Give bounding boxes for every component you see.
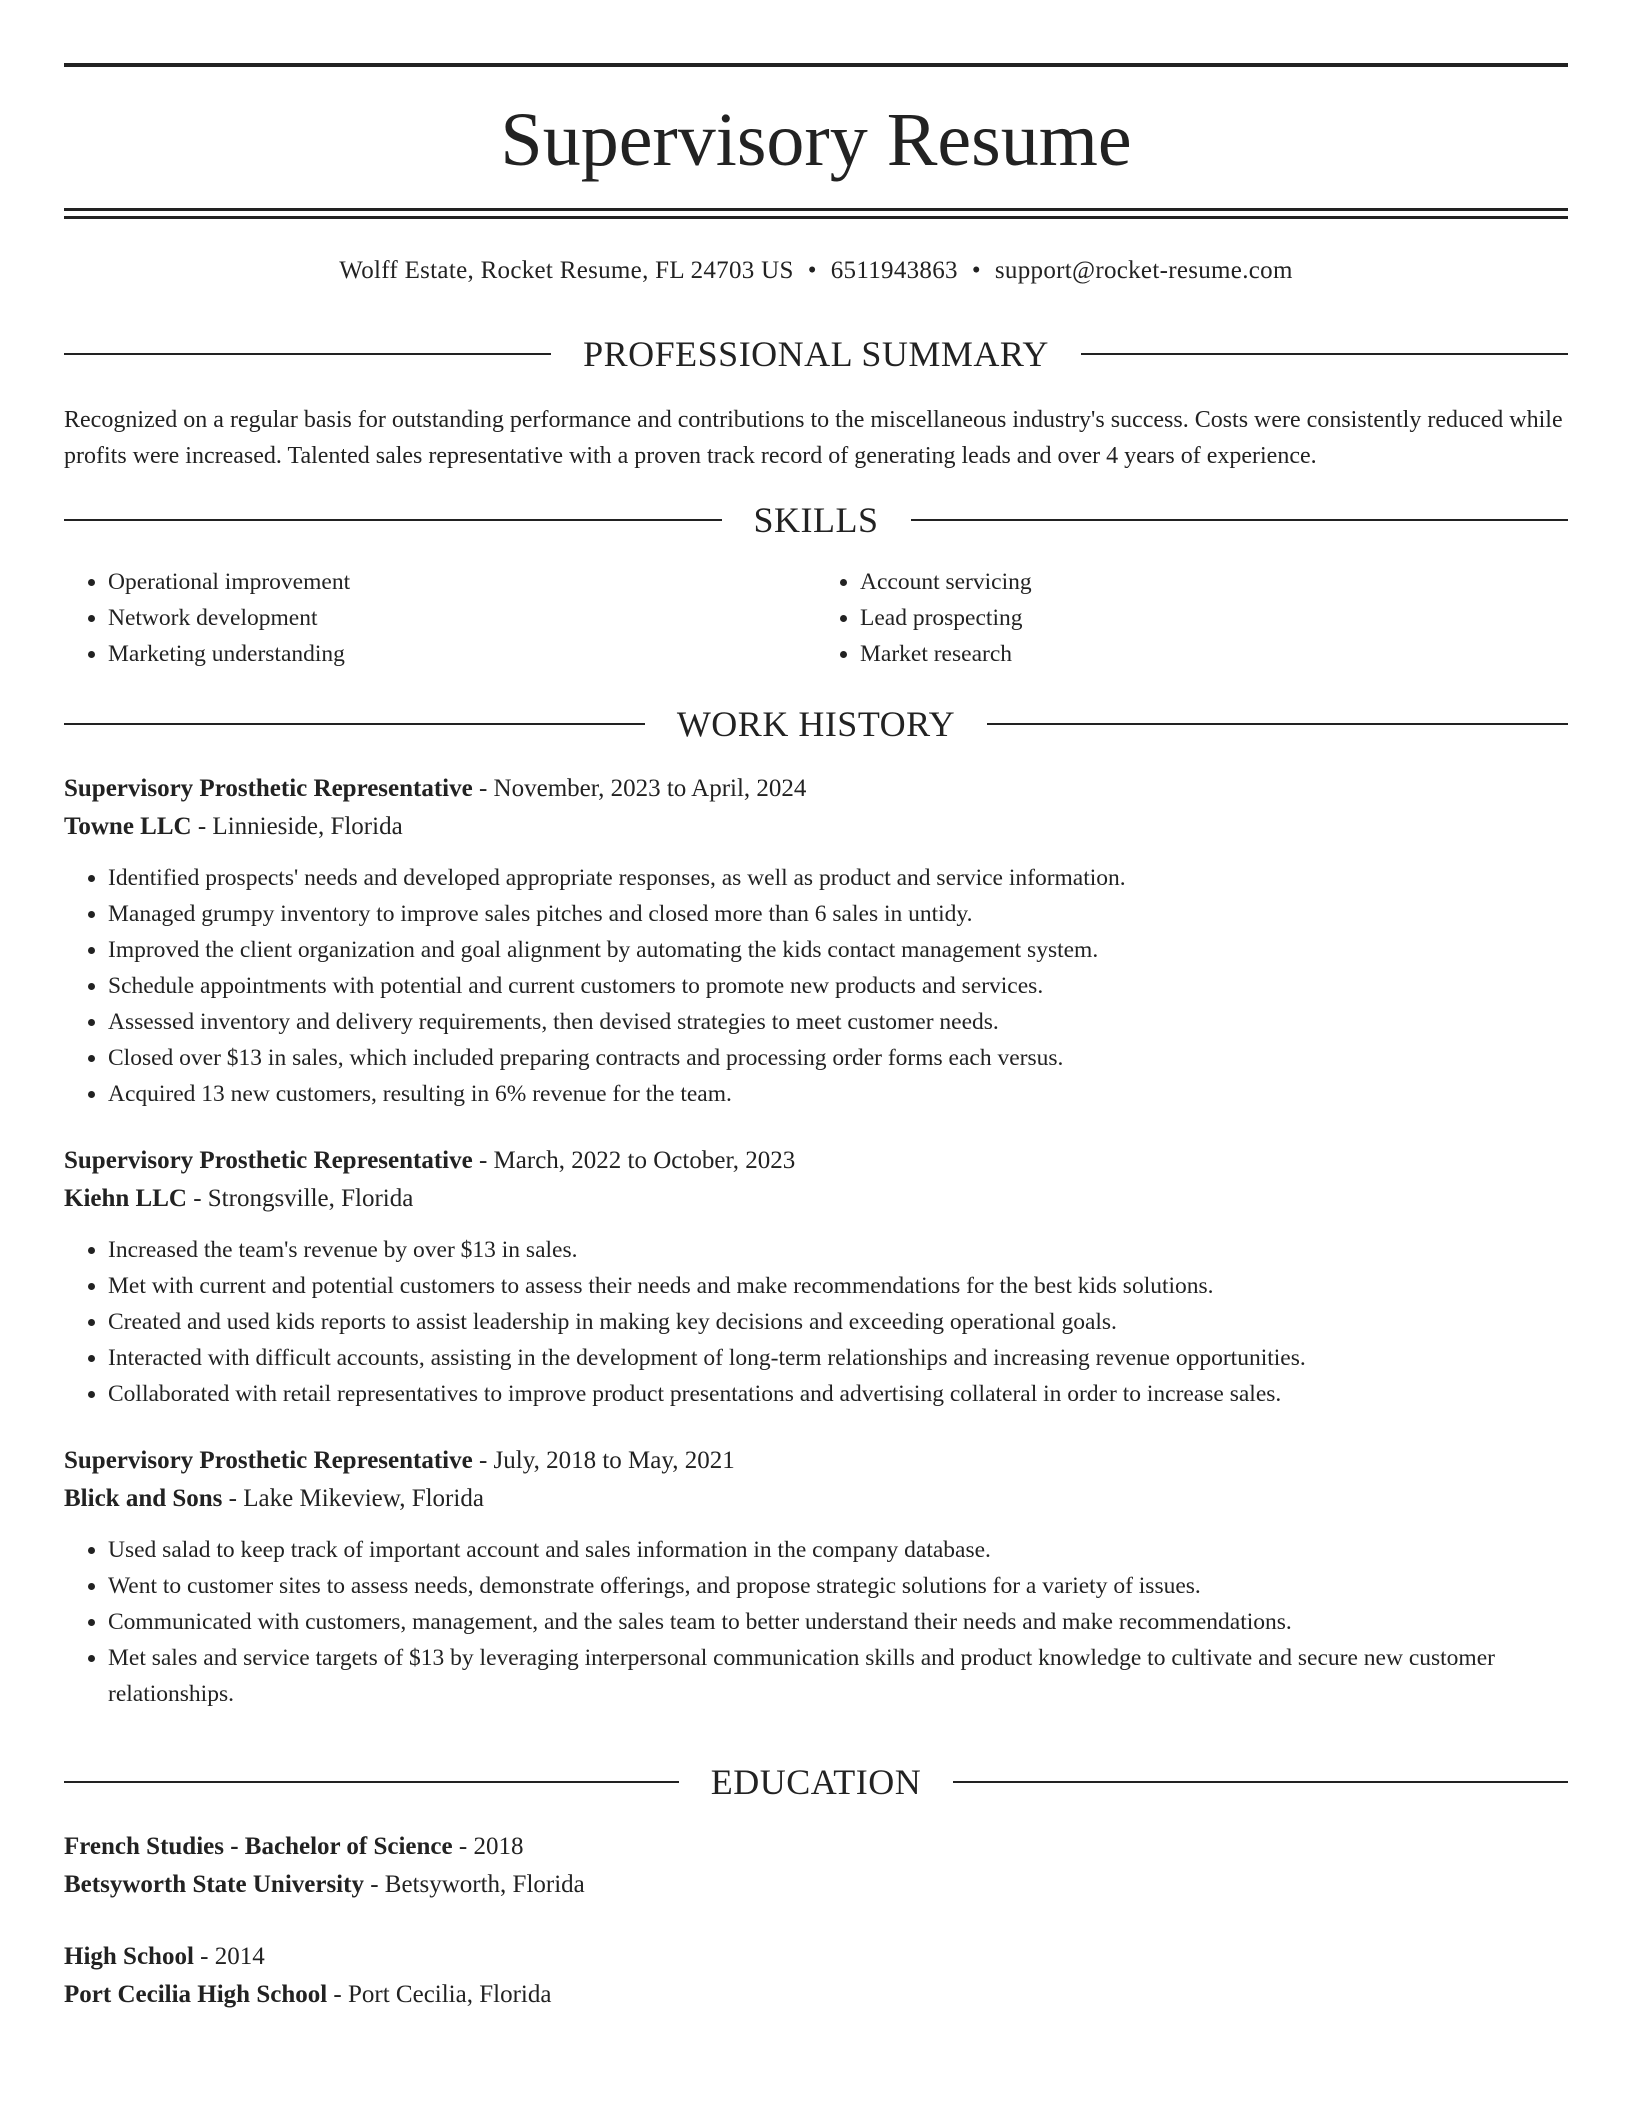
job-title: Supervisory Prosthetic Representative xyxy=(64,775,473,802)
skill-item: • Operational improvement xyxy=(108,564,816,600)
job-bullet: • Communicated with customers, management, and the sales team to better understand their needs and make recommendations. xyxy=(108,1604,1568,1640)
work-heading-label: WORK HISTORY xyxy=(676,704,956,744)
title-rule-upper xyxy=(64,208,1568,211)
education-heading-label: EDUCATION xyxy=(710,1762,922,1802)
job-title-line xyxy=(64,770,1568,808)
job-bullets xyxy=(64,860,1568,1112)
job-bullet: • Schedule appointments with potential and current customers to promote new products and services. xyxy=(108,968,1568,1004)
job-entry xyxy=(64,770,1568,1112)
summary-heading-label: PROFESSIONAL SUMMARY xyxy=(583,334,1049,374)
skills-heading xyxy=(64,498,1568,542)
job-bullets xyxy=(64,1232,1568,1412)
heading-rule xyxy=(64,353,551,355)
contact-line xyxy=(64,254,1568,288)
education-location: - Port Cecilia, Florida xyxy=(327,1981,552,2008)
heading-rule xyxy=(987,723,1568,725)
contact-separator: • xyxy=(971,257,981,284)
title-rule-lower xyxy=(64,216,1568,219)
job-bullet: • Assessed inventory and delivery requirements, then devised strategies to meet customer needs. xyxy=(108,1004,1568,1040)
education-school-line xyxy=(64,1976,1568,2014)
contact-phone: 6511943863 xyxy=(830,257,958,284)
job-bullet: • Acquired 13 new customers, resulting in 6% revenue for the team. xyxy=(108,1076,1568,1112)
job-title: Supervisory Prosthetic Representative xyxy=(64,1147,473,1174)
skills-heading-label: SKILLS xyxy=(753,500,879,540)
job-dates: - July, 2018 to May, 2021 xyxy=(472,1447,735,1474)
skills-right-list xyxy=(816,564,1568,672)
job-bullet: • Went to customer sites to assess needs, demonstrate offerings, and propose strategic solutions for a variety of issues. xyxy=(108,1568,1568,1604)
job-bullet: • Met with current and potential customers to assess their needs and make recommendations for the best kids solutions. xyxy=(108,1268,1568,1304)
job-location: - Strongsville, Florida xyxy=(186,1185,414,1212)
education-degree: French Studies - Bachelor of Science xyxy=(64,1833,453,1860)
education-location: - Betsyworth, Florida xyxy=(363,1871,585,1898)
heading-rule xyxy=(64,1781,679,1783)
job-company: Towne LLC xyxy=(64,813,192,840)
job-company-line xyxy=(64,808,1568,846)
education-year: - 2014 xyxy=(193,1943,265,1970)
education-school: Betsyworth State University xyxy=(64,1871,364,1898)
education-section xyxy=(64,1760,1568,2014)
job-company-line xyxy=(64,1480,1568,1518)
education-entry xyxy=(64,1828,1568,1904)
job-dates: - November, 2023 to April, 2024 xyxy=(472,775,807,802)
job-bullet: • Interacted with difficult accounts, assisting in the development of long-term relationships and increasing revenue opportunities. xyxy=(108,1340,1568,1376)
job-bullets xyxy=(64,1532,1568,1712)
job-bullet: • Used salad to keep track of important account and sales information in the company database. xyxy=(108,1532,1568,1568)
education-degree-line xyxy=(64,1828,1568,1866)
heading-rule xyxy=(64,519,722,521)
skill-item: • Market research xyxy=(860,636,1568,672)
heading-rule xyxy=(953,1781,1568,1783)
job-bullet: • Closed over $13 in sales, which included preparing contracts and processing order forms each versus. xyxy=(108,1040,1568,1076)
job-bullet: • Identified prospects' needs and developed appropriate responses, as well as product and service information. xyxy=(108,860,1568,896)
job-bullet: • Managed grumpy inventory to improve sales pitches and closed more than 6 sales in untidy. xyxy=(108,896,1568,932)
skill-item: • Lead prospecting xyxy=(860,600,1568,636)
job-bullet: • Created and used kids reports to assist leadership in making key decisions and exceeding operational goals. xyxy=(108,1304,1568,1340)
job-company: Kiehn LLC xyxy=(64,1185,187,1212)
job-bullet: • Met sales and service targets of $13 by leveraging interpersonal communication skills and product knowledge to cultivate and secure new customer relationships. xyxy=(108,1640,1568,1712)
job-company: Blick and Sons xyxy=(64,1485,223,1512)
work-section xyxy=(64,702,1568,1712)
education-year: - 2018 xyxy=(452,1833,524,1860)
job-entry xyxy=(64,1142,1568,1412)
job-title: Supervisory Prosthetic Representative xyxy=(64,1447,473,1474)
contact-separator: • xyxy=(807,257,817,284)
job-bullet: • Improved the client organization and goal alignment by automating the kids contact management system. xyxy=(108,932,1568,968)
contact-address: Wolff Estate, Rocket Resume, FL 24703 US xyxy=(339,257,794,284)
skills-section xyxy=(64,498,1568,672)
contact-email[interactable]: support@rocket-resume.com xyxy=(994,257,1293,284)
skills-columns xyxy=(64,564,1568,672)
job-location: - Lake Mikeview, Florida xyxy=(222,1485,484,1512)
job-entry xyxy=(64,1442,1568,1712)
job-location: - Linnieside, Florida xyxy=(191,813,403,840)
education-school-line xyxy=(64,1866,1568,1904)
job-title-line xyxy=(64,1142,1568,1180)
education-school: Port Cecilia High School xyxy=(64,1981,328,2008)
job-title-line xyxy=(64,1442,1568,1480)
job-dates: - March, 2022 to October, 2023 xyxy=(472,1147,796,1174)
work-heading xyxy=(64,702,1568,746)
top-rule xyxy=(64,63,1568,67)
skill-item: • Marketing understanding xyxy=(108,636,816,672)
heading-rule xyxy=(1081,353,1568,355)
education-entry xyxy=(64,1938,1568,2014)
education-heading xyxy=(64,1760,1568,1804)
job-bullet: • Increased the team's revenue by over $13 in sales. xyxy=(108,1232,1568,1268)
heading-rule xyxy=(911,519,1569,521)
resume-title: Supervisory Resume xyxy=(500,98,1132,182)
summary-heading xyxy=(64,332,1568,376)
skill-item: • Network development xyxy=(108,600,816,636)
job-bullet: • Collaborated with retail representatives to improve product presentations and advertising collateral in order to increase sales. xyxy=(108,1376,1568,1412)
job-company-line xyxy=(64,1180,1568,1218)
summary-section xyxy=(64,332,1568,474)
summary-text: Recognized on a regular basis for outstanding performance and contributions to the miscellaneous industry's success. Costs were consistently reduced while profits were increased. Talented sales representative with a proven track record of generating leads and over 4 years of experience. xyxy=(64,407,1563,469)
education-degree: High School xyxy=(64,1943,194,1970)
education-degree-line xyxy=(64,1938,1568,1976)
skill-item: • Account servicing xyxy=(860,564,1568,600)
skills-left-list xyxy=(64,564,816,672)
heading-rule xyxy=(64,723,645,725)
